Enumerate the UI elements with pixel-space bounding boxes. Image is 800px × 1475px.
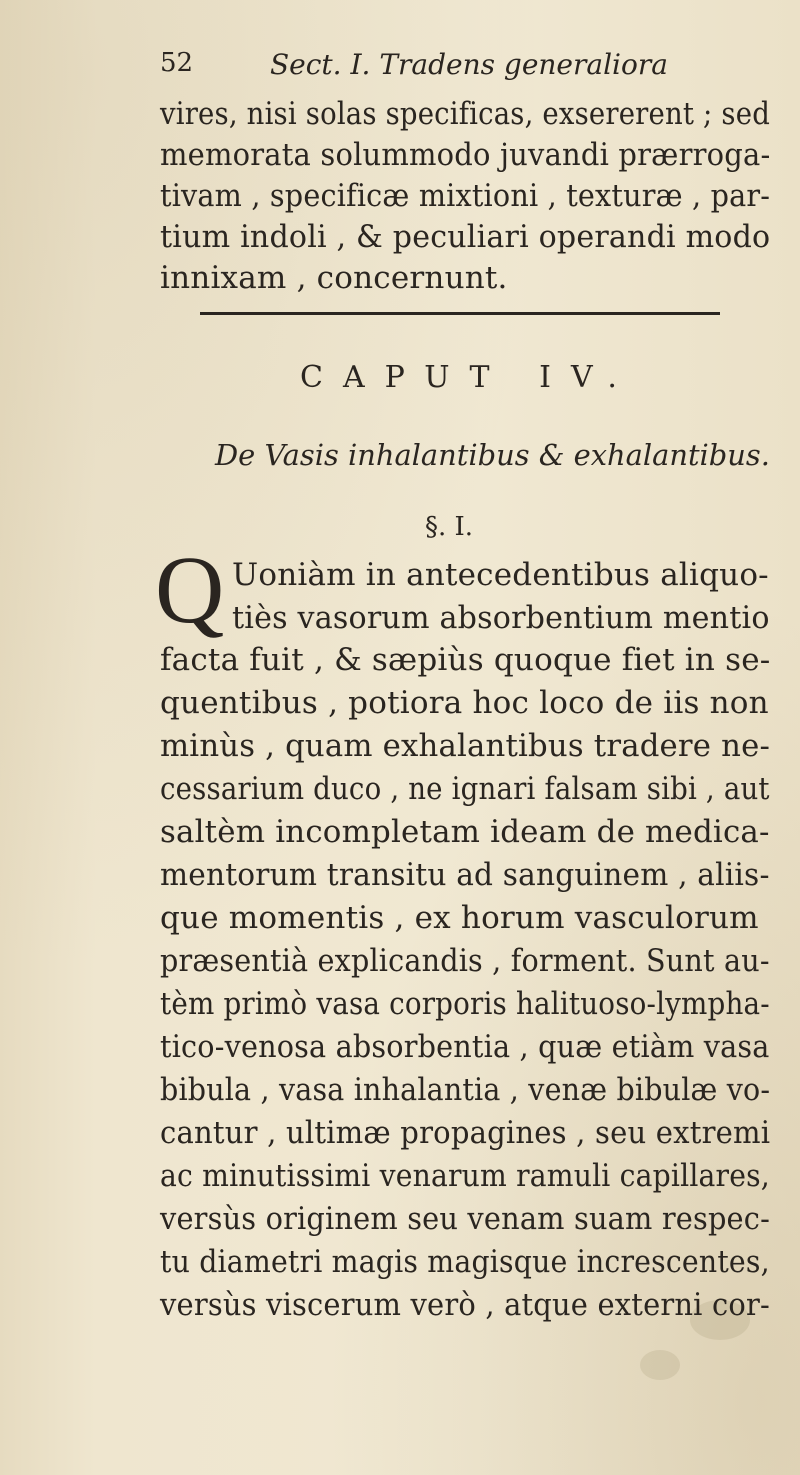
section-number: §. I. [425,512,474,542]
text-line: bibula , vasa inhalantia , venæ bibulæ vo- [160,1072,771,1108]
text-line: saltèm incompletam ideam de medica- [160,814,770,850]
text-line: Uoniàm in antecedentibus aliquo- [232,557,769,593]
text-line: memorata solummodo juvandi prærroga- [160,137,771,173]
divider-rule [200,312,720,315]
chapter-title: CAPUT IV. [300,360,637,395]
text-line: tèm primò vasa corporis halituoso-lympha- [160,986,770,1022]
page-number: 52 [160,48,194,78]
text-line: quentibus , potiora hoc loco de iis non [160,685,769,721]
text-line: vires, nisi solas specificas, exsererent ; sed [160,96,771,132]
text-line: tivam , specificæ mixtioni , texturæ , par- [160,178,771,214]
paper-stain [640,1350,680,1380]
running-head: Sect. I. Tradens generaliora [270,48,668,81]
text-line: tiès vasorum absorbentium mentio [232,600,770,636]
text-line: cantur , ultimæ propagines , seu extremi [160,1115,771,1151]
text-line: versùs viscerum verò , atque externi cor- [160,1287,770,1323]
text-line: que momentis , ex horum vasculorum [160,900,759,936]
text-line: innixam , concernunt. [160,260,508,296]
text-line: tium indoli , & peculiari operandi modo [160,219,771,255]
text-line: cessarium duco , ne ignari falsam sibi , aut [160,771,770,807]
text-line: tu diametri magis magisque increscentes, [160,1244,770,1280]
text-line: minùs , quam exhalantibus tradere ne- [160,728,771,764]
drop-cap: Q [155,536,225,643]
page-header [160,48,720,88]
text-line: tico-venosa absorbentia , quæ etiàm vasa [160,1029,770,1065]
text-line: versùs originem seu venam suam respec- [160,1201,770,1237]
text-line: facta fuit , & sæpiùs quoque fiet in se- [160,642,771,678]
chapter-subtitle: De Vasis inhalantibus & exhalantibus. [215,438,770,472]
text-line: ac minutissimi venarum ramuli capillares, [160,1158,770,1194]
text-line: præsentià explicandis , forment. Sunt au- [160,943,770,979]
text-line: mentorum transitu ad sanguinem , aliis- [160,857,770,893]
